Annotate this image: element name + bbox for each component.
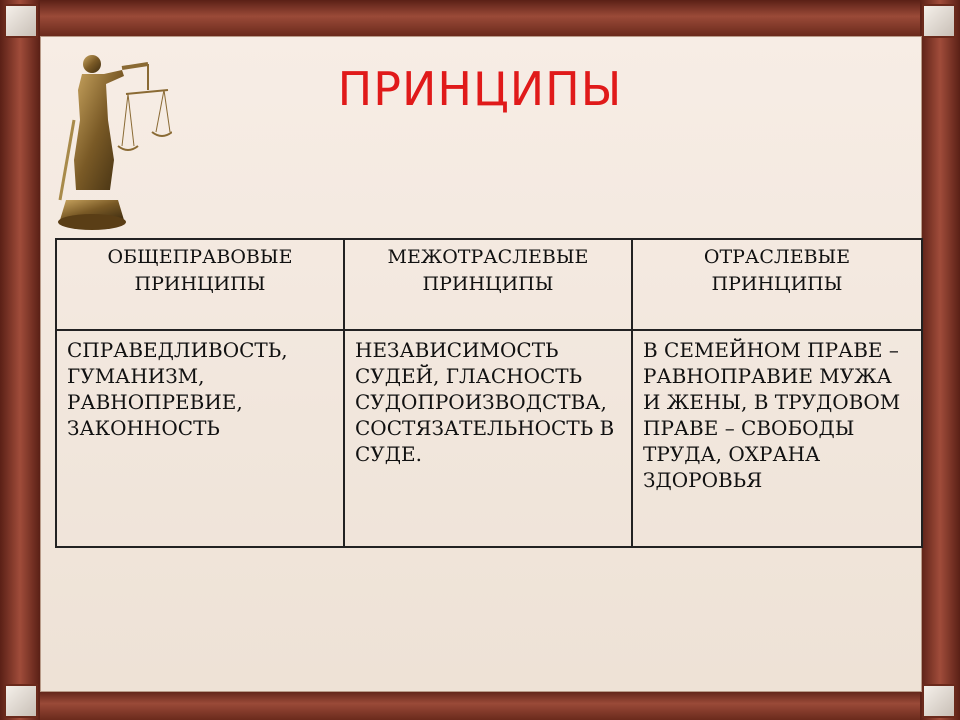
table-header-row <box>56 239 922 330</box>
header-line: ПРИНЦИПЫ <box>422 273 554 295</box>
cell-line: РАВНОПРАВИЕ МУЖА <box>643 364 892 388</box>
cell-line: ЗДОРОВЬЯ <box>643 468 763 492</box>
header-sectoral-principles <box>632 239 922 330</box>
principles-table <box>55 238 923 548</box>
cell-line: НЕЗАВИСИМОСТЬ <box>355 338 559 362</box>
header-line: ПРИНЦИПЫ <box>134 273 266 295</box>
cell-line: РАВНОПРЕВИЕ, <box>67 390 243 414</box>
cell-line: В СЕМЕЙНОМ ПРАВЕ – <box>643 338 899 362</box>
cell-sectoral-principles <box>632 330 922 547</box>
cell-line: СУДЕ. <box>355 442 422 466</box>
cell-line: СУДОПРОИЗВОДСТВА, <box>355 390 607 414</box>
slide-title: ПРИНЦИПЫ <box>337 62 623 116</box>
cell-general-principles <box>56 330 344 547</box>
header-line: ОТРАСЛЕВЫЕ <box>703 246 851 268</box>
header-intersectoral-principles <box>344 239 632 330</box>
header-general-principles <box>56 239 344 330</box>
header-line: ПРИНЦИПЫ <box>711 273 843 295</box>
header-line: ОБЩЕПРАВОВЫЕ <box>107 246 293 268</box>
cell-intersectoral-principles <box>344 330 632 547</box>
frame-top <box>0 0 960 36</box>
frame-bottom <box>0 690 960 720</box>
frame-corner-bottom-right <box>922 684 956 718</box>
cell-line: И ЖЕНЫ, В ТРУДОВОМ <box>643 390 901 414</box>
cell-line: ПРАВЕ – СВОБОДЫ <box>643 416 855 440</box>
header-line: МЕЖОТРАСЛЕВЫЕ <box>387 246 589 268</box>
table-row <box>56 330 922 547</box>
frame-left <box>0 0 40 720</box>
cell-line: СПРАВЕДЛИВОСТЬ, <box>67 338 288 362</box>
frame-right <box>920 0 960 720</box>
frame-corner-top-left <box>4 4 38 38</box>
cell-line: ЗАКОННОСТЬ <box>67 416 220 440</box>
cell-line: СУДЕЙ, ГЛАСНОСТЬ <box>355 364 583 388</box>
cell-line: ТРУДА, ОХРАНА <box>643 442 821 466</box>
cell-line: СОСТЯЗАТЕЛЬНОСТЬ В <box>355 416 615 440</box>
cell-line: ГУМАНИЗМ, <box>67 364 205 388</box>
frame-corner-top-right <box>922 4 956 38</box>
frame-corner-bottom-left <box>4 684 38 718</box>
themis-statue-icon <box>52 50 172 235</box>
